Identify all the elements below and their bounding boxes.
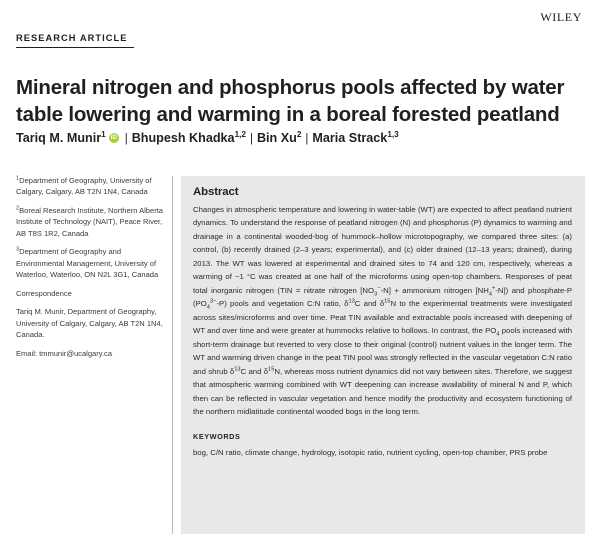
author-entry[interactable]: [16, 131, 106, 145]
author-name: Bin Xu: [256, 131, 297, 145]
author-separator: |: [249, 133, 253, 145]
affiliation-text: Department of Geography and Environmental Management, University of Waterloo, Waterloo, ON N2L 3G1, Canada: [16, 247, 159, 280]
correspondence-heading: Correspondence: [16, 288, 72, 298]
affiliations-column: [16, 175, 164, 366]
keywords-heading: KEYWORDS: [193, 431, 241, 441]
wiley-logo: wiley: [540, 6, 582, 25]
kicker-underline: [16, 47, 134, 48]
publisher-header: [0, 0, 600, 30]
author-name: Bhupesh Khadka: [131, 131, 235, 145]
affiliation-item: [16, 205, 164, 239]
author-list: [16, 131, 576, 147]
author-name: Tariq M. Munir: [16, 131, 102, 145]
column-divider: [172, 176, 173, 534]
affiliation-item: [16, 175, 164, 198]
author-affiliation-mark: 1: [101, 129, 106, 139]
author-entry[interactable]: [132, 131, 246, 145]
author-separator: |: [124, 133, 128, 145]
affiliation-mark: 1: [16, 175, 20, 182]
correspondence-email[interactable]: Email: tmmunir@ucalgary.ca: [16, 348, 113, 358]
article-type-kicker: [16, 28, 134, 48]
article-type-label: RESEARCH ARTICLE: [16, 33, 128, 43]
orcid-icon-label: iD: [110, 134, 117, 141]
author-affiliation-mark: 1,3: [387, 129, 399, 139]
abstract-text: Changes in atmospheric temperature and lowering in water-table (WT) are expected to affect peatland nutrient dynamics. To understand the response of peatland nitrogen (N) and phosphorus (P) dynamics to warming and drainage in a continental wooded-bog of hummock–hollow microtopography, we compared three sites: (a) control, (b) recently drained (2–3 years; experimental), and (c) older drained (12–13 years; drained), during 2013. The WT was lowered at experimental and drained sites to 74 and 120 cm, respectively, whereas a warming of ~1 °C was created at one half of the microforms using open-top chambers. Responses of peat total inorganic nitrogen (TIN = nitrate nitrogen $[NO_3^--N]$ + ammonium nitrogen $[NH_4^+-N]$) and phosphate-P $(PO_4^{3-}-P)$ pools and vegetation C:N ratio, $\delta^{13}C$ and $\delta^{15}N$ to the experimental treatments were investigated across sites/microforms and over time. Peat TIN available and extractable pools increased with deepening of WT and over time and were greater at hummocks relative to hollows. In contrast, the $PO_4$ pools increased with short-term drainage but reverted to very close to their original (control) nutrient values in the longer term. The WT and warming driven change in the peat TIN pool was strongly reflected in the vascular vegetation C:N ratio and shrub $\delta^{13}C$ and $\delta^{15}N$, whereas moss nutrient dynamics did not vary between sites. Therefore, we suggest that atmospheric warming combined with WT deepening can increase availability of mineral N and P, which then can be reflected in vascular vegetation and hence modify the productivity and ecosystem functioning of the northern midlatitude continental wooded bogs in the long term.: [193, 205, 573, 417]
affiliation-mark: 2: [16, 205, 20, 212]
orcid-icon[interactable]: [109, 133, 119, 143]
author-affiliation-mark: 1,2: [234, 129, 246, 139]
affiliation-text: Boreal Research Institute, Northern Alberta Institute of Technology (NAIT), Peace River, AB T8S 1R2, Canada: [16, 205, 164, 238]
affiliation-mark: 3: [16, 246, 20, 253]
author-affiliation-mark: 2: [296, 129, 302, 139]
affiliation-item: [16, 246, 164, 280]
abstract-heading: Abstract: [193, 186, 239, 198]
author-separator: |: [305, 133, 309, 145]
affiliation-text: Department of Geography, University of Calgary, Calgary, AB T2N 1N4, Canada: [16, 176, 152, 197]
page-title: Mineral nitrogen and phosphorus pools affected by water table lowering and warming in a boreal forested peatland: [16, 75, 565, 127]
author-entry[interactable]: [312, 131, 398, 145]
author-name: Maria Strack: [312, 131, 388, 145]
correspondence-body: Tariq M. Munir, Department of Geography, University of Calgary, Calgary, AB T2N 1N4, Canada.: [16, 307, 163, 340]
keywords-text: bog, C/N ratio, climate change, hydrology, isotopic ratio, nutrient cycling, open-top chamber, PRS probe: [193, 447, 548, 457]
abstract-panel: [181, 176, 585, 534]
author-entry[interactable]: [257, 131, 301, 145]
